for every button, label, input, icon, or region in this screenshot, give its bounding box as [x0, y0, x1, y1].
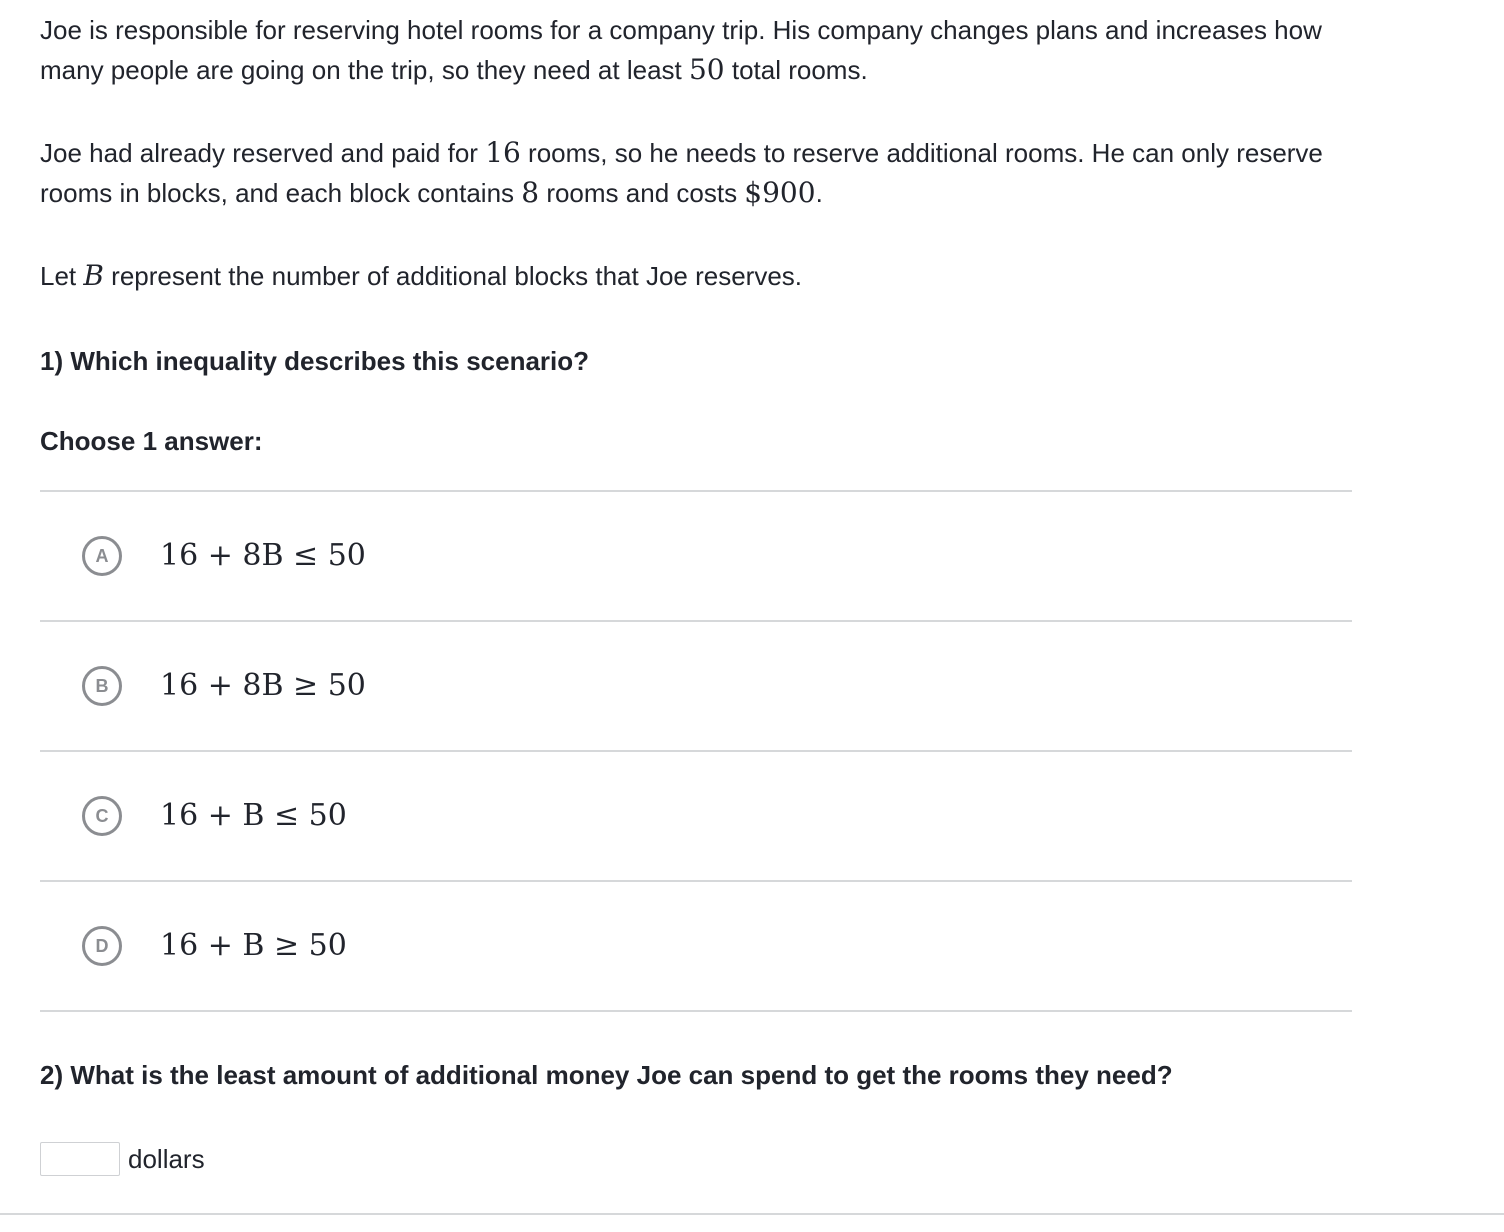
- choice-d-expression: 16 + B ≥ 50: [160, 928, 347, 963]
- problem-text: Joe had already reserved and paid for: [40, 138, 486, 168]
- problem-text: .: [815, 178, 823, 208]
- choice-d-radio[interactable]: D: [82, 926, 122, 966]
- math-number: 50: [688, 53, 725, 86]
- choice-b[interactable]: [40, 622, 1352, 752]
- choice-c-expression: 16 + B ≤ 50: [160, 798, 347, 833]
- choice-a[interactable]: [40, 492, 1352, 622]
- problem-paragraph-1: [40, 11, 1352, 90]
- math-number: $900: [744, 176, 816, 209]
- math-number: 8: [521, 176, 540, 209]
- choice-d[interactable]: [40, 882, 1352, 1012]
- question-1-title: 1) Which inequality describes this scenario?: [40, 346, 590, 376]
- problem-paragraph-3: [40, 256, 1352, 296]
- dollars-answer-input[interactable]: [40, 1142, 120, 1176]
- answer-choices: [40, 490, 1352, 1012]
- problem-text: rooms, so he needs to reserve additional rooms. He can only reserve rooms in blocks, and each block contains: [40, 138, 1323, 208]
- question-2-title: 2) What is the least amount of additional money Joe can spend to get the rooms they need?: [40, 1060, 1173, 1090]
- choice-c-radio[interactable]: C: [82, 796, 122, 836]
- problem-text: Let: [40, 261, 84, 291]
- bottom-divider: [0, 1213, 1504, 1215]
- choice-c[interactable]: [40, 752, 1352, 882]
- answer-row: [40, 1141, 205, 1177]
- problem-text: total rooms.: [724, 55, 868, 85]
- problem-text: rooms and costs: [539, 178, 745, 208]
- choice-a-radio[interactable]: A: [82, 536, 122, 576]
- choice-a-expression: 16 + 8B ≤ 50: [160, 538, 366, 573]
- problem-text: Joe is responsible for reserving hotel rooms for a company trip. His company changes plans and increases how many people are going on the trip, so they need at least: [40, 15, 1322, 85]
- math-number: 16: [485, 136, 521, 169]
- choose-instruction: Choose 1 answer:: [40, 426, 263, 456]
- choice-b-expression: 16 + 8B ≥ 50: [160, 668, 366, 703]
- math-variable: B: [83, 259, 104, 292]
- problem-paragraph-2: [40, 133, 1352, 213]
- problem-text: represent the number of additional blocks that Joe reserves.: [103, 261, 803, 291]
- choice-b-radio[interactable]: B: [82, 666, 122, 706]
- answer-unit-label: dollars: [128, 1143, 205, 1174]
